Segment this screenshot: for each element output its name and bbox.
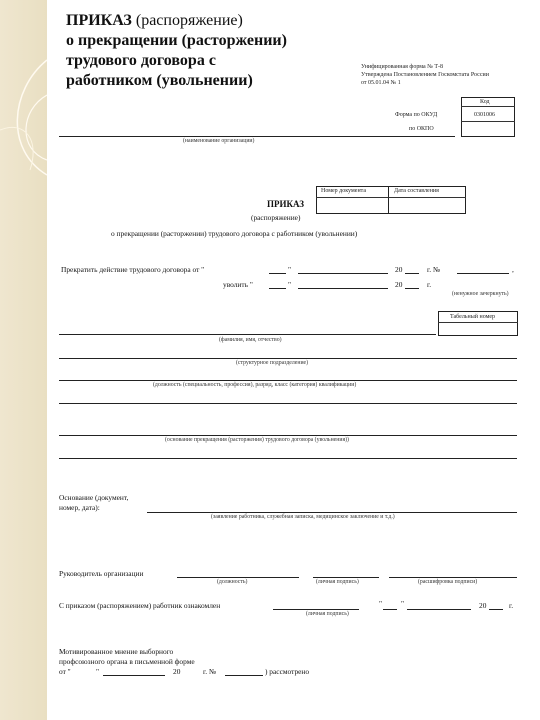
doc-number-header: Номер документа bbox=[321, 188, 367, 194]
dismiss-quote-close: " bbox=[288, 280, 292, 289]
number-line bbox=[457, 273, 509, 274]
manager-position-line bbox=[177, 577, 299, 578]
acquainted-year-line bbox=[489, 609, 503, 610]
basis-line-3 bbox=[59, 458, 517, 459]
fio-caption: (фамилия, имя, отчество) bbox=[219, 337, 282, 343]
basis-doc-line bbox=[147, 512, 517, 513]
acquainted-signature-line bbox=[273, 609, 359, 610]
department-line bbox=[59, 358, 517, 359]
department-caption: (структурное подразделение) bbox=[236, 360, 309, 366]
quote-close: " bbox=[288, 265, 292, 274]
acquainted-quote-open: " bbox=[379, 599, 383, 608]
number-label: г. № bbox=[427, 265, 440, 274]
dismiss-g-label: г. bbox=[427, 280, 432, 289]
basis-line-1 bbox=[59, 403, 517, 404]
document-page bbox=[47, 0, 540, 720]
okud-label: Форма по ОКУД bbox=[395, 112, 438, 118]
order-heading: ПРИКАЗ bbox=[267, 199, 305, 209]
year-label: 20 bbox=[395, 265, 403, 274]
okpo-label: по ОКПО bbox=[409, 126, 434, 132]
tab-box-divider bbox=[438, 322, 518, 323]
union-number-line bbox=[225, 675, 263, 676]
basis-line-2 bbox=[59, 435, 517, 436]
manager-signature-caption: (личная подпись) bbox=[316, 579, 359, 585]
dismiss-text: уволить " bbox=[223, 280, 253, 289]
manager-decoding-caption: (расшифровка подписи) bbox=[418, 579, 478, 585]
table-divider-horizontal bbox=[316, 197, 466, 198]
okud-value: 0301006 bbox=[474, 112, 495, 118]
day-line bbox=[269, 273, 286, 274]
code-box-divider-2 bbox=[461, 121, 515, 122]
approved-by-label: Утверждена Постановлением Госкомстата России bbox=[361, 72, 489, 78]
unified-form-label: Унифицированная форма № Т-8 bbox=[361, 64, 444, 70]
acquainted-text: С приказом (распоряжением) работник ознакомлен bbox=[59, 601, 221, 610]
page-title: ПРИКАЗ (распоряжение) о прекращении (расторжении) трудового договора с работником (увольнении) bbox=[66, 12, 287, 89]
basis-doc-label-2: номер, дата): bbox=[59, 503, 100, 512]
acquainted-signature-caption: (личная подпись) bbox=[306, 611, 349, 617]
basis-caption: (основание прекращения (расторжения) трудового договора (увольнения)) bbox=[165, 437, 349, 443]
union-line-1: Мотивированное мнение выборного bbox=[59, 647, 174, 656]
dismiss-year-line bbox=[405, 288, 419, 289]
union-line-3a: от " bbox=[59, 667, 71, 676]
union-number-label: г. № bbox=[203, 667, 216, 676]
fio-line bbox=[59, 334, 436, 335]
code-label: Код bbox=[480, 99, 490, 105]
acquainted-day-line bbox=[383, 609, 397, 610]
decorative-sidebar bbox=[0, 0, 47, 720]
org-line bbox=[59, 136, 455, 137]
basis-doc-label-1: Основание (документ, bbox=[59, 493, 129, 502]
manager-decoding-line bbox=[389, 577, 517, 578]
acquainted-year-label: 20 bbox=[479, 601, 487, 610]
acquainted-g-label: г. bbox=[509, 601, 514, 610]
month-line bbox=[298, 273, 388, 274]
order-subheading: (распоряжение) bbox=[251, 213, 301, 222]
dismiss-month-line bbox=[298, 288, 388, 289]
union-quote-close: " bbox=[96, 667, 100, 676]
year-line bbox=[405, 273, 419, 274]
basis-doc-caption: (заявление работника, служебная записка, медицинское заключение и т.д.) bbox=[211, 514, 395, 520]
strike-caption: (ненужное зачеркнуть) bbox=[452, 291, 509, 297]
table-divider-vertical bbox=[388, 186, 389, 213]
union-month-line bbox=[103, 675, 165, 676]
acquainted-quote-close: " bbox=[401, 599, 405, 608]
position-caption: (должность (специальность, профессия), разряд, класс (категория) квалификации) bbox=[153, 382, 357, 388]
code-box-divider bbox=[461, 106, 515, 107]
union-year-label: 20 bbox=[173, 667, 181, 676]
approved-date-label: от 05.01.04 № 1 bbox=[361, 80, 401, 86]
dismiss-year-label: 20 bbox=[395, 280, 403, 289]
manager-label: Руководитель организации bbox=[59, 569, 144, 578]
terminate-text: Прекратить действие трудового договора от " bbox=[61, 265, 205, 274]
manager-signature-line bbox=[313, 577, 379, 578]
decorative-curves bbox=[0, 0, 47, 720]
org-caption: (наименование организации) bbox=[183, 138, 255, 144]
position-line bbox=[59, 380, 517, 381]
union-line-2: профсоюзного органа в письменной форме bbox=[59, 657, 195, 666]
manager-position-caption: (должность) bbox=[217, 579, 248, 585]
doc-date-header: Дата составления bbox=[394, 188, 439, 194]
tab-number-label: Табельный номер bbox=[450, 314, 496, 320]
union-reviewed-label: ) рассмотрено bbox=[265, 667, 310, 676]
acquainted-month-line bbox=[407, 609, 471, 610]
order-description: о прекращении (расторжении) трудового договора с работником (увольнении) bbox=[111, 229, 358, 238]
dismiss-day-line bbox=[269, 288, 286, 289]
comma: , bbox=[512, 265, 514, 274]
